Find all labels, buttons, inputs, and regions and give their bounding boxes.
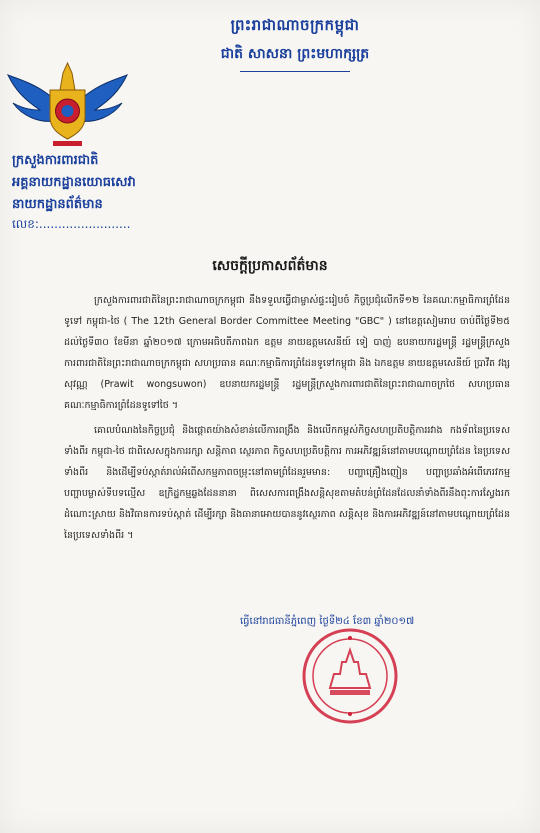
paragraph: គោលបំណងនៃកិច្ចប្រជុំ និងផ្ដោតយ៉ាងសំខាន់លើការពង្រឹង និងលើកកម្ពស់កិច្ចសហប្រតិបត្តិការរវាង កងទ័ពនៃប្រទេសទាំងពីរ កម្ពុជា-ថៃ ជាពិសេសក្នុងការរក្សា សន្តិភាព ស្ថេរភាព កិច្ចសហប្រតិបត្តិការ ការអភិវឌ្ឍន៍នៅតាមបណ្ដោយព្រំដែន នៃប្រទេសទាំងពីរ និងដើម្បីទប់ស្កាត់រាល់អំពើសកម្មភាពចម្រុះនៅតាមព្រំដែនរួមមាន: បញ្ហាគ្រឿងញៀន បញ្ហាប្រឆាំងអំពើភេរវកម្ម បញ្ហាបម្លាស់ទីបទល្មើស ឧក្រិដ្ឋកម្មឆ្លងដែននានា ពិសេសការពង្រឹងសន្តិសុខតាមតំបន់ព្រំដែនដែលនាំទាំងពីរនឹងពុះការស្វែងរកដំណោះស្រាយ និងវិធានការទប់ស្កាត់ ដើម្បីរក្សា និងធានាអោយបាននូវស្ថេរភាព សន្តិសុខ និងការអភិវឌ្ឍន៍នៅតាមបណ្ដោយព្រំដែននៃប្រទេសទាំងពីរ ។	[64, 425, 510, 541]
official-seal-icon	[300, 626, 400, 726]
department-information: នាយកដ្ឋានព័ត៌មាន	[12, 197, 103, 212]
issuing-authority	[12, 150, 136, 216]
national-header	[170, 16, 420, 72]
document-title: សេចក្ដីប្រកាសព័ត៌មាន	[212, 258, 328, 274]
document-body	[64, 290, 510, 546]
paragraph: ក្រសួងការពារជាតិនៃព្រះរាជាណាចក្រកម្ពុជា នឹងទទួលធ្វើជាម្ចាស់ផ្ទះរៀបចំ កិច្ចប្រជុំលើកទី១២ នៃគណៈកម្មាធិការព្រំដែនទូទៅ កម្ពុជា-ថៃ ( The 12th General Border Committee Meeting "GBC" ) នៅខេត្តសៀមរាប ចាប់ពីថ្ងៃទី២៥ ដល់ថ្ងៃទី៣០ ខែមីនា ឆ្នាំ២០១៧ ក្រោមអធិបតីភាពឯក ឧត្តម នាយឧត្តមសេនីយ៍ ទៀ បាញ់ ឧបនាយករដ្ឋមន្ត្រី រដ្ឋមន្ត្រីក្រសួងការពារជាតិនៃព្រះរាជាណាចក្រកម្ពុជា សហប្រធាន គណៈកម្មាធិការព្រំដែនទូទៅកម្ពុជា និង ឯកឧត្តម នាយឧត្តមសេនីយ៍ ប្រាវីត វង្សសុវណ្ណ (Prawit wongsuwon) ឧបនាយករដ្ឋមន្ត្រី រដ្ឋមន្ត្រីក្រសួងការពារជាតិនៃព្រះរាជាណាចក្រថៃ សហប្រធានគណៈកម្មាធិការព្រំដែនទូទៅថៃ ។	[64, 295, 510, 411]
date-place-line: ធ្វើនៅរាជធានីភ្នំពេញ ថ្ងៃទី២៤ ខែ៣ ឆ្នាំ២០១៧	[240, 616, 415, 627]
reference-number: លេខ:........................	[12, 217, 131, 231]
motto-divider	[240, 71, 350, 72]
kingdom-name: ព្រះរាជាណាចក្រកម្ពុជា	[230, 16, 360, 34]
ministry-emblem-icon	[5, 55, 130, 150]
ministry-name: ក្រសួងការពារជាតិ	[12, 153, 99, 168]
department-general: អគ្គនាយកដ្ឋានយោធសេវា	[12, 175, 136, 190]
national-motto: ជាតិ សាសនា ព្រះមហាក្សត្រ	[220, 46, 370, 62]
